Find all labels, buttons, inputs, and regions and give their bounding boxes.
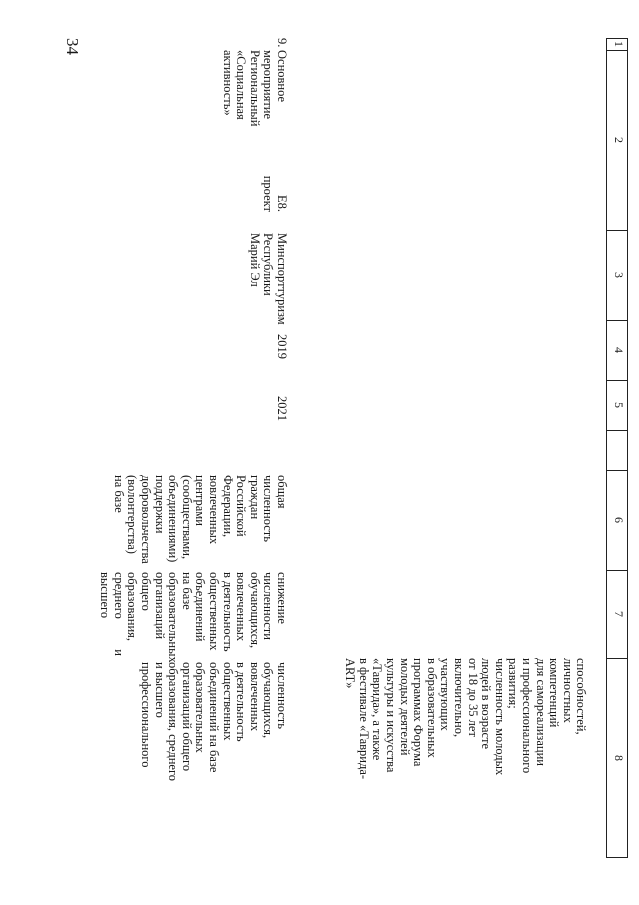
column-number-6: 6 (612, 517, 626, 523)
column-number-4: 4 (612, 347, 626, 353)
column-number-8: 8 (612, 755, 626, 761)
column-number-row (606, 38, 628, 858)
end-year: 2021 (275, 396, 289, 421)
row-number: 9. (275, 38, 289, 48)
indicator-decrease-text: снижение численности обучающихся, вовлеченных в деятельность общественных объединений на базе образовательных организаций общего образования, среднего и высшего (98, 572, 289, 663)
indicator-count-text: численность обучающихся, вовлеченных в деятельность общественных объединений на базе образовательных организаций общего образования, среднего и высшего профессионального (139, 662, 289, 782)
consequences-text: общая численность граждан Российской Федерации, вовлеченных центрами (сообществами, объединениями) поддержки добровольчества (волонтерства) на базе (111, 475, 289, 564)
column-number-3: 3 (612, 272, 626, 278)
page-number: 34 (63, 38, 82, 55)
table (98, 38, 628, 858)
event-name: Основное мероприятие Региональный «Социальная активность» (220, 50, 289, 127)
goal-continuation-cell (329, 658, 601, 856)
start-year: 2019 (275, 334, 289, 359)
col8-upper-text: способностей, личностных компетенций для самореализации и профессионального развития; численность молодых людей в возрасте от 18 до 35 лет включительно, участвующих в образовательных программах Форума молодых деятелей культуры и искусства «Таврида», а также в фестивале «Таврида- ART» (343, 658, 589, 780)
column-number-7: 7 (612, 611, 626, 617)
column-number-2: 2 (612, 137, 626, 143)
executor: Минспорттуризм Республики Марий Эл (247, 233, 289, 325)
column-number-1: 1 (612, 41, 626, 47)
project-code: Е8. проект (261, 175, 289, 212)
column-number-5: 5 (612, 402, 626, 408)
